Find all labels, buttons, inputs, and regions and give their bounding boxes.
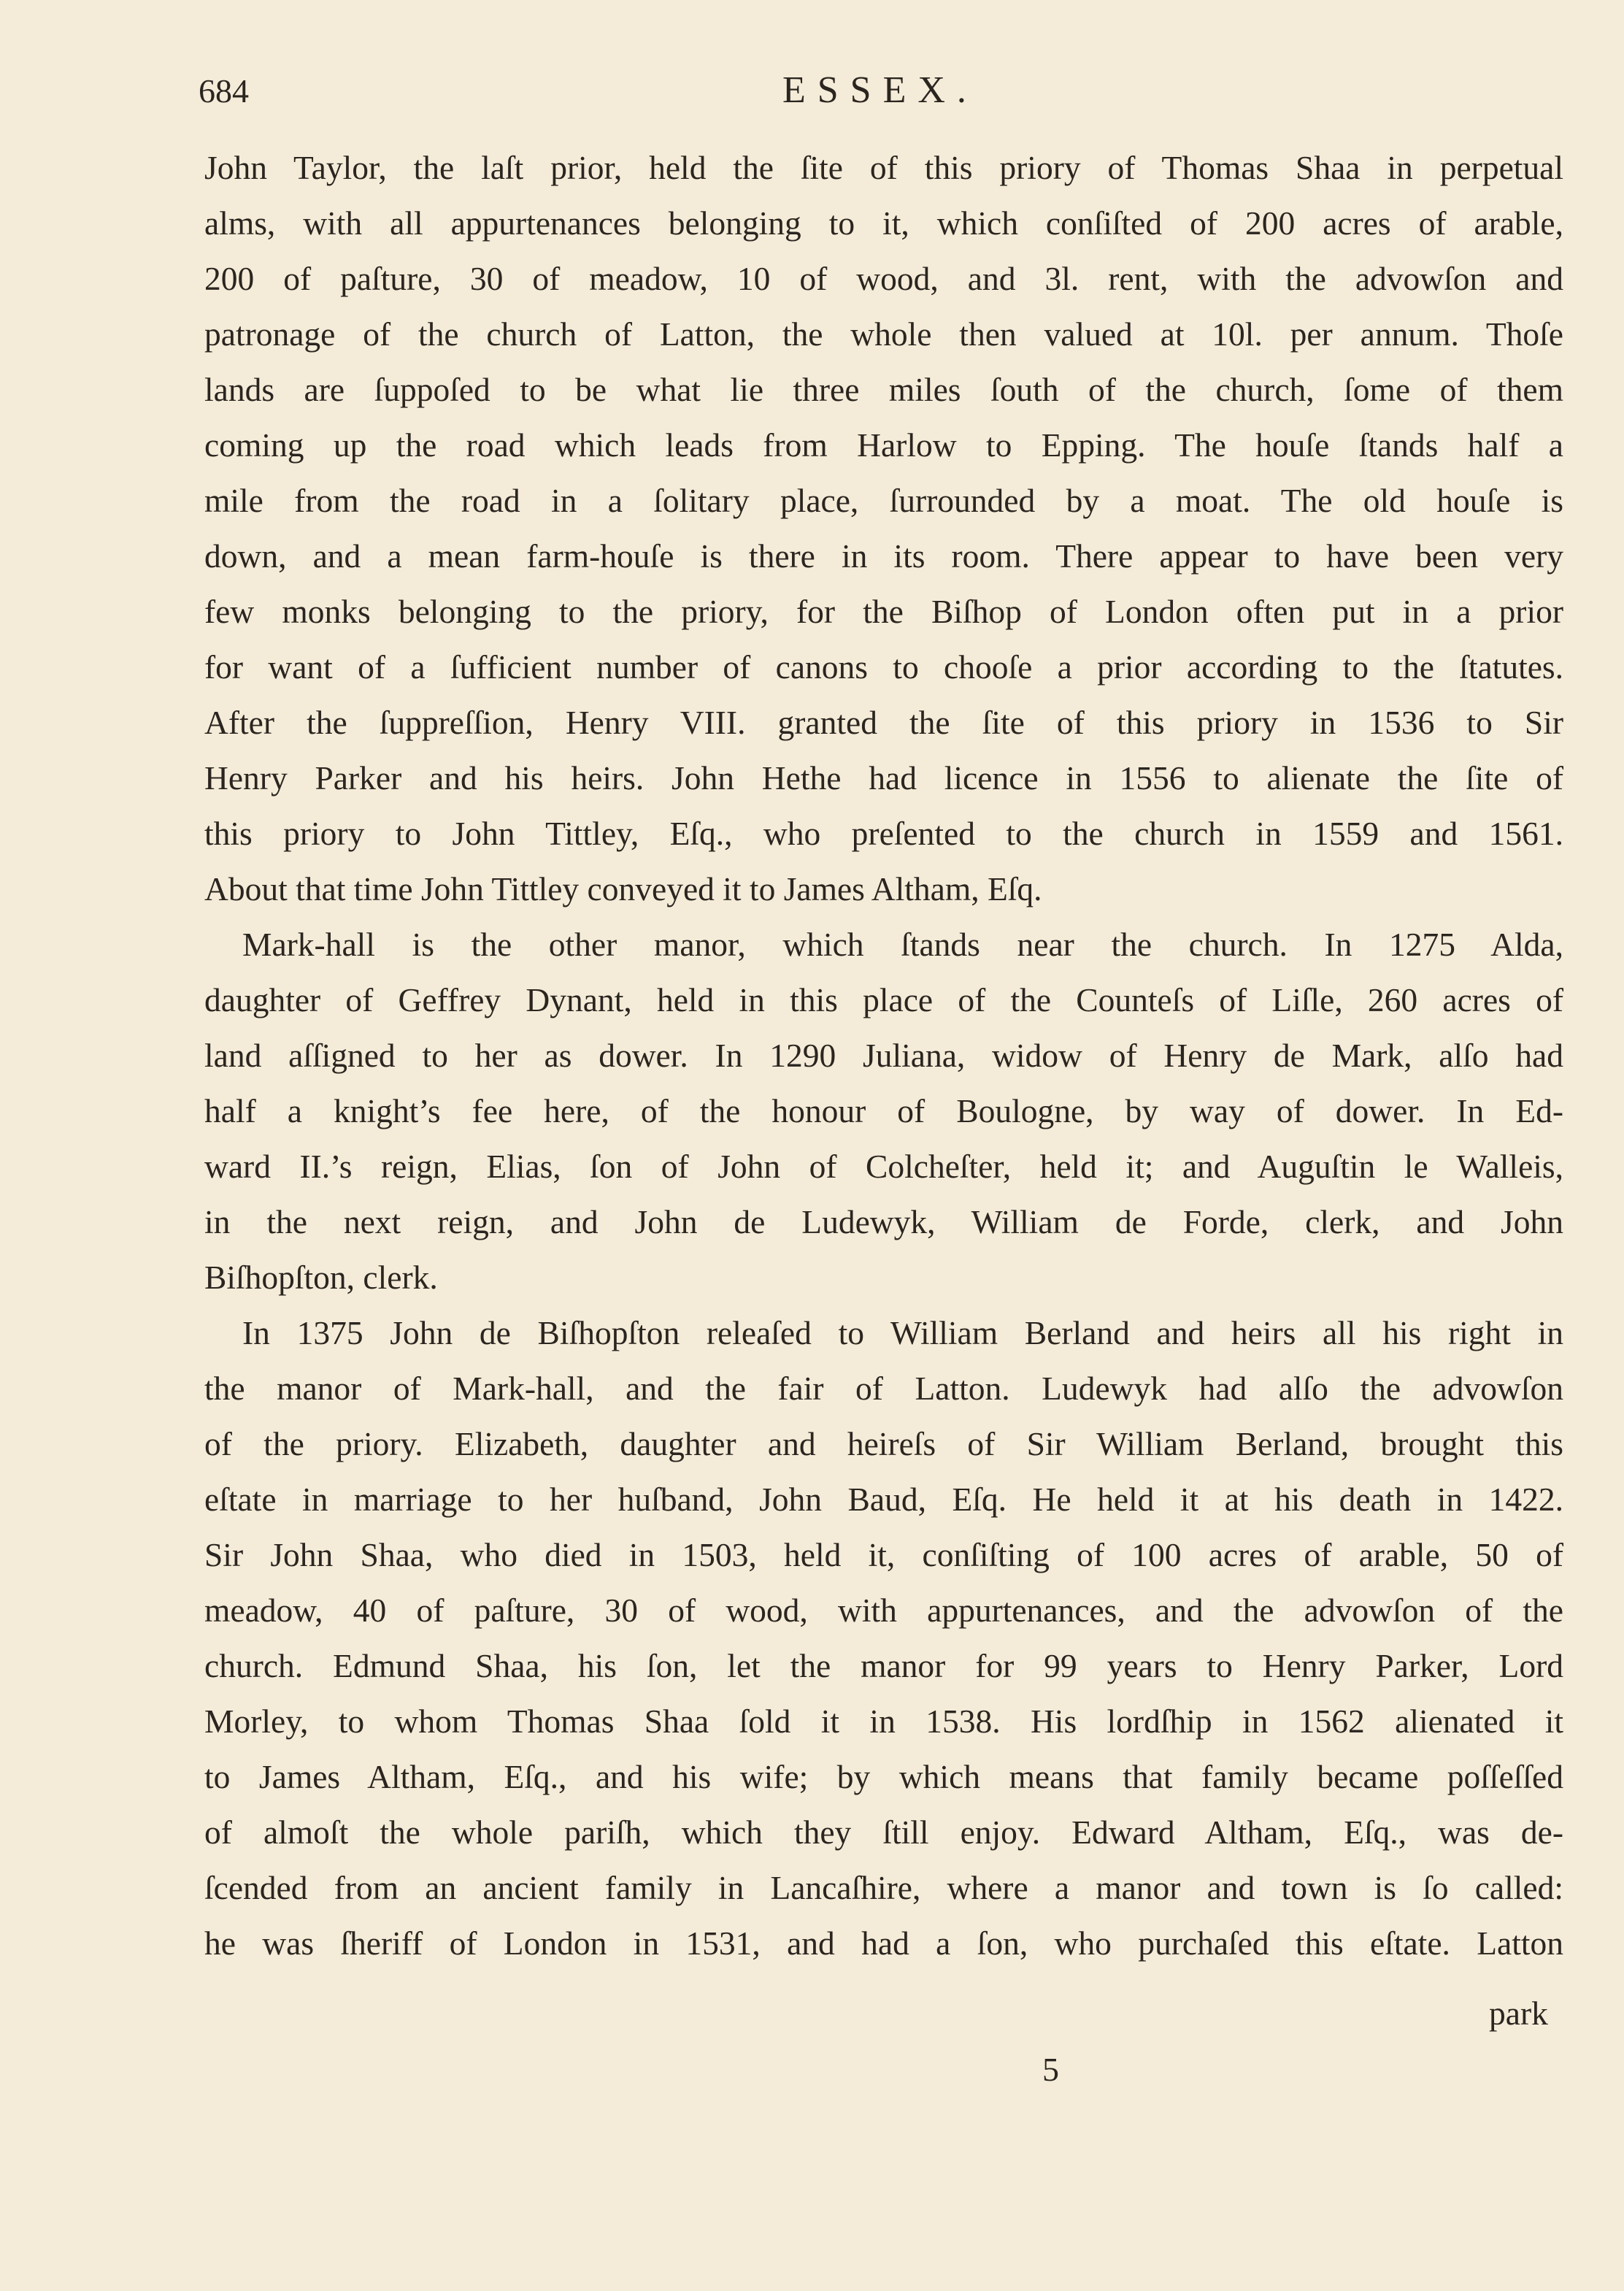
text-line: in the next reign, and John de Ludewyk, William de Forde, clerk, and John [204,1203,1563,1240]
catchword: park [1489,1995,1548,2032]
text-line: few monks belonging to the priory, for the Biſhop of London often put in a prior [204,593,1563,630]
text-line: About that time John Tittley conveyed it to James Altham, Eſq. [204,870,1042,907]
text-line: 200 of paſture, 30 of meadow, 10 of wood, and 3l. rent, with the advowſon and [204,260,1563,297]
text-line: he was ſheriff of London in 1531, and had a ſon, who purchaſed this eſtate. Latton [204,1924,1563,1962]
text-line: half a knight’s fee here, of the honour of Boulogne, by way of dower. In Ed- [204,1092,1563,1129]
text-line: daughter of Geffrey Dynant, held in this place of the Counteſs of Liſle, 260 acres of [204,981,1563,1018]
paragraph-first-line: Mark-hall is the other manor, which ſtands near the church. In 1275 Alda, [242,926,1563,963]
running-head: ESSEX. [782,69,978,111]
text-line: to James Altham, Eſq., and his wife; by which means that family became poſſeſſed [204,1758,1563,1795]
text-line: Sir John Shaa, who died in 1503, held it, conſiſting of 100 acres of arable, 50 of [204,1536,1563,1573]
text-line: eſtate in marriage to her huſband, John Baud, Eſq. He held it at his death in 1422. [204,1481,1563,1518]
text-line: Morley, to whom Thomas Shaa ſold it in 1538. His lordſhip in 1562 alienated it [204,1703,1563,1740]
text-line: of the priory. Elizabeth, daughter and heireſs of Sir William Berland, brought this [204,1425,1563,1462]
text-line: Henry Parker and his heirs. John Hethe had licence in 1556 to alienate the ſite of [204,759,1563,797]
text-line: for want of a ſufficient number of canons to chooſe a prior according to the ſtatutes. [204,648,1563,686]
text-line: patronage of the church of Latton, the whole then valued at 10l. per annum. Thoſe [204,315,1563,353]
text-line: ſcended from an ancient family in Lancaſhire, where a manor and town is ſo called: [204,1869,1563,1906]
text-line: alms, with all appurtenances belonging to it, which conſiſted of 200 acres of arable, [204,204,1563,242]
text-line: church. Edmund Shaa, his ſon, let the manor for 99 years to Henry Parker, Lord [204,1647,1563,1684]
text-line: mile from the road in a ſolitary place, ſurrounded by a moat. The old houſe is [204,482,1563,519]
text-line: John Taylor, the laſt prior, held the ſite of this priory of Thomas Shaa in perpetual [204,149,1563,186]
text-line: lands are ſuppoſed to be what lie three miles ſouth of the church, ſome of them [204,371,1563,408]
text-line: down, and a mean farm-houſe is there in its room. There appear to have been very [204,537,1563,575]
text-line: the manor of Mark-hall, and the fair of Latton. Ludewyk had alſo the advowſon [204,1370,1563,1407]
text-line: After the ſuppreſſion, Henry VIII. granted the ſite of this priory in 1536 to Sir [204,704,1563,741]
text-line: meadow, 40 of paſture, 30 of wood, with appurtenances, and the advowſon of the [204,1592,1563,1629]
text-line: ward II.’s reign, Elias, ſon of John of Colcheſter, held it; and Auguſtin le Walleis, [204,1148,1563,1185]
signature-mark: 5 [1042,2051,1059,2088]
paragraph-first-line: In 1375 John de Biſhopſton releaſed to William Berland and heirs all his right in [242,1314,1563,1351]
text-line: Biſhopſton, clerk. [204,1259,438,1296]
text-line: of almoſt the whole pariſh, which they ſtill enjoy. Edward Altham, Eſq., was de- [204,1814,1563,1851]
text-line: land aſſigned to her as dower. In 1290 Juliana, widow of Henry de Mark, alſo had [204,1037,1563,1074]
page-number: 684 [199,72,249,110]
text-line: coming up the road which leads from Harlow to Epping. The houſe ſtands half a [204,426,1563,464]
text-line: this priory to John Tittley, Eſq., who preſented to the church in 1559 and 1561. [204,815,1563,852]
